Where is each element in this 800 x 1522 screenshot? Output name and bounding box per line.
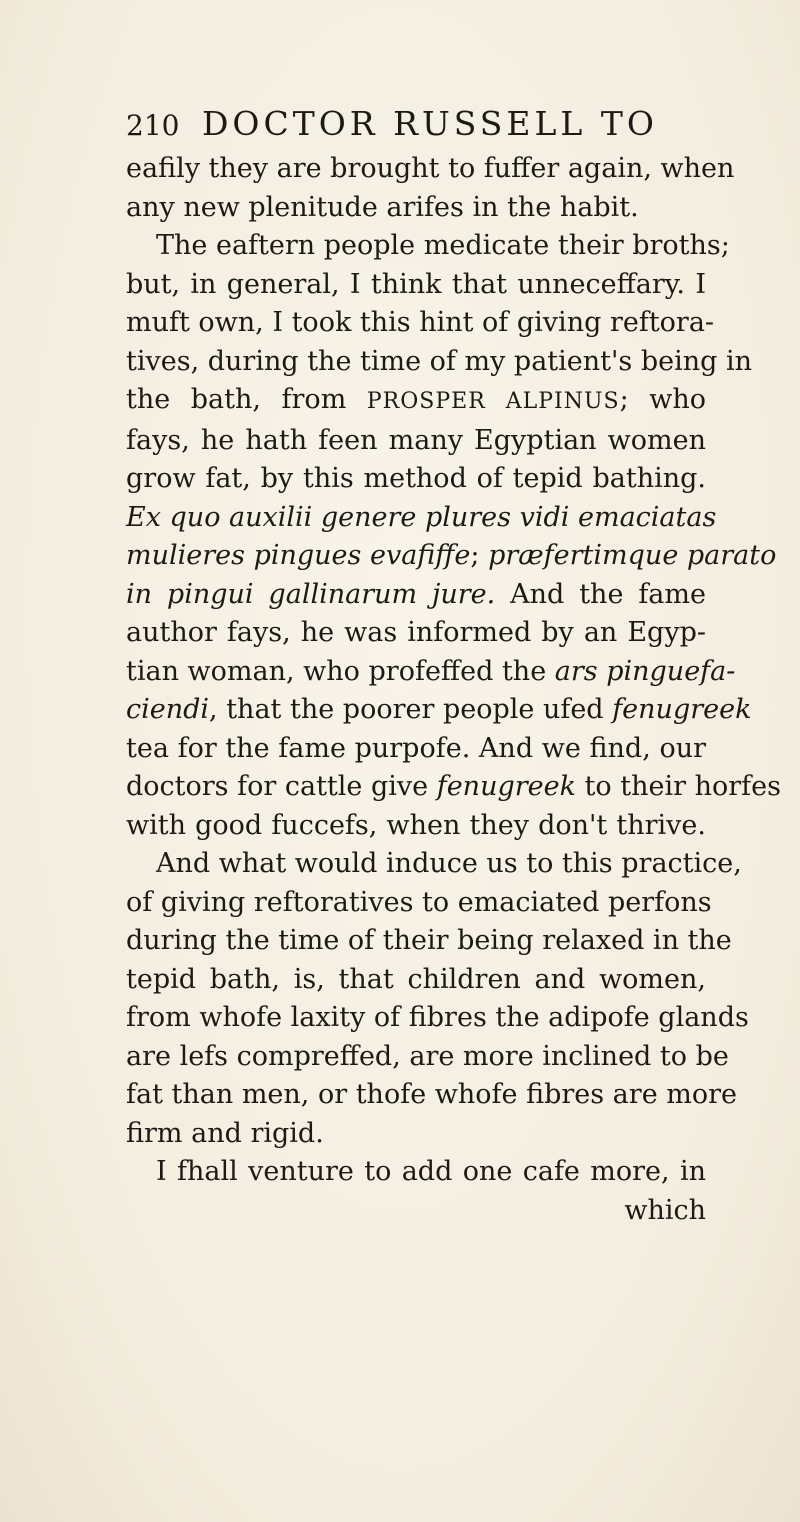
text-line: The eaftern people medicate their broths; (156, 230, 730, 261)
text-line: author fays, he was informed by an Egyp- (126, 617, 706, 648)
latin-quote: mulieres pingues evafiffe (126, 540, 471, 571)
text-line: from whofe laxity of fibres the adipofe glands (126, 1002, 749, 1033)
text-line: muft own, I took this hint of giving reftora- (126, 307, 715, 338)
text-line: firm and rigid. (126, 1117, 324, 1149)
latin-term: ciendi (126, 694, 210, 725)
text-line: during the time of their being relaxed in the (126, 925, 732, 956)
text-line: ciendi, that the poorer people ufed fenugreek (126, 694, 752, 725)
text-line: are lefs compreffed, are more inclined to be (126, 1040, 729, 1072)
text-line: I fhall venture to add one cafe more, in (156, 1156, 706, 1187)
text-line: mulieres pingues evafiffe; præfertimque parato (126, 540, 777, 571)
text-line: the bath, from PROSPER ALPINUS; who (126, 384, 707, 415)
text-line: And what would induce us to this practice, (156, 848, 742, 879)
text-line: any new plenitude arifes in the habit. (126, 191, 639, 223)
text-line: tives, during the time of my patient's being in (126, 345, 753, 377)
text-line: tea for the fame purpofe. And we find, our (126, 732, 706, 764)
text-line (126, 499, 717, 538)
text-line: grow fat, by this method of tepid bathing. (126, 463, 706, 494)
text-line: doctors for cattle give fenugreek to their horfes (126, 771, 781, 802)
text-line: with good fuccefs, when they don't thrive. (126, 809, 706, 841)
running-title: DOCTOR RUSSELL TO (201, 104, 658, 143)
catchword: which (624, 1194, 706, 1226)
italic-term: fenugreek (436, 771, 576, 802)
text-line: tepid bath, is, that children and women, (126, 963, 706, 995)
text-line: but, in general, I think that unneceffary. I (126, 268, 706, 300)
author-name: PROSPER ALPINUS (366, 389, 620, 414)
latin-quote: Ex quo auxilii genere plures vidi emaciatas (126, 501, 717, 533)
italic-term: fenugreek (612, 694, 752, 725)
body-text (126, 150, 781, 1230)
text-line: tian woman, who profeffed the ars pinguefa- (126, 655, 736, 687)
text-line: fat than men, or thofe whofe fibres are more (126, 1079, 737, 1110)
latin-term: ars pinguefa- (554, 655, 736, 687)
text-line: fays, he hath feen many Egyptian women (126, 424, 706, 456)
running-header (126, 104, 706, 154)
text-line: in pingui gallinarum jure. And the fame (126, 578, 706, 610)
text-line: eafily they are brought to fuffer again, when (126, 153, 735, 184)
page-number: 210 (126, 109, 180, 142)
latin-quote: in pingui gallinarum jure. (126, 578, 496, 610)
latin-quote: præfertimque parato (488, 540, 777, 571)
text-line: of giving reftoratives to emaciated perfons (126, 886, 712, 918)
